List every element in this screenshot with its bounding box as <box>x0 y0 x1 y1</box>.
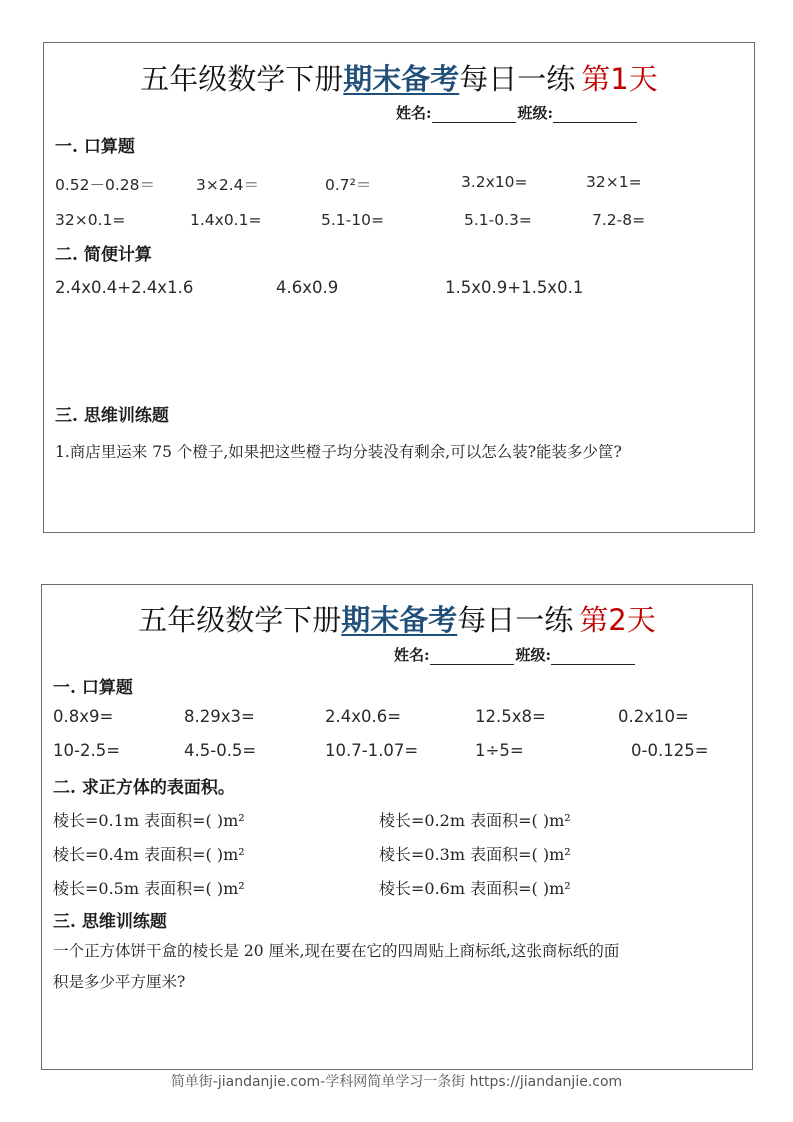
question: 7.2-8= <box>592 211 646 229</box>
name-class-row <box>396 102 637 123</box>
surface-question: 棱长=0.5m 表面积=( )m² <box>53 879 245 898</box>
question: 8.29x3= <box>184 707 255 726</box>
question: 0.7²＝ <box>325 176 372 194</box>
question: 2.4x0.6= <box>325 707 402 726</box>
question: 10-2.5= <box>53 741 121 760</box>
question: 4.5-0.5= <box>184 741 257 760</box>
calc-question: 1.5x0.9+1.5x0.1 <box>445 278 584 297</box>
question: 10.7-1.07= <box>325 741 419 760</box>
name-label: 姓名: <box>394 646 430 664</box>
question: 32×0.1= <box>55 211 126 229</box>
name-blank[interactable] <box>432 108 516 123</box>
question: 0.2x10= <box>618 707 689 726</box>
section-heading-mental-math: 一. 口算题 <box>53 678 133 698</box>
surface-question: 棱长=0.4m 表面积=( )m² <box>53 845 245 864</box>
question: 1÷5= <box>475 741 524 760</box>
class-label: 班级: <box>515 646 552 664</box>
question: 12.5x8= <box>475 707 546 726</box>
question: 5.1-10= <box>321 211 384 229</box>
day-label: 第2天 <box>579 603 656 637</box>
word-problem-line: 积是多少平方厘米? <box>53 973 186 991</box>
question: 32×1= <box>586 173 642 191</box>
surface-question: 棱长=0.3m 表面积=( )m² <box>379 845 571 864</box>
word-problem-line: 一个正方体饼干盒的棱长是 20 厘米,现在要在它的四周贴上商标纸,这张商标纸的面 <box>53 942 620 960</box>
section-heading-thinking: 三. 思维训练题 <box>55 406 169 426</box>
question: 3.2x10= <box>461 173 528 191</box>
class-label: 班级: <box>517 104 554 122</box>
calc-question: 2.4x0.4+2.4x1.6 <box>55 278 194 297</box>
calc-question: 4.6x0.9 <box>276 278 339 297</box>
question: 1.4x0.1= <box>190 211 262 229</box>
section-heading-mental-math: 一. 口算题 <box>55 137 135 157</box>
section-heading-thinking: 三. 思维训练题 <box>53 912 167 932</box>
word-problem: 1.商店里运来 75 个橙子,如果把这些橙子均分装没有剩余,可以怎么装?能装多少筐? <box>55 443 622 461</box>
question: 0-0.125= <box>631 741 709 760</box>
name-class-row <box>394 644 635 665</box>
class-blank[interactable] <box>553 108 637 123</box>
class-blank[interactable] <box>551 650 635 665</box>
worksheet-title: 五年级数学下册期末备考每日一练 第1天 <box>140 62 658 96</box>
surface-question: 棱长=0.1m 表面积=( )m² <box>53 811 245 830</box>
section-heading-simplify: 二. 简便计算 <box>55 245 152 265</box>
name-blank[interactable] <box>430 650 514 665</box>
worksheet-title: 五年级数学下册期末备考每日一练 第2天 <box>138 603 656 637</box>
question: 0.52－0.28＝ <box>55 176 156 194</box>
title-highlight: 期末备考 <box>343 62 460 96</box>
name-label: 姓名: <box>396 104 432 122</box>
section-heading-surface-area: 二. 求正方体的表面积。 <box>53 778 235 798</box>
day-label: 第1天 <box>581 62 658 96</box>
question: 5.1-0.3= <box>464 211 532 229</box>
worksheet-card-day2 <box>41 584 753 1070</box>
worksheet-card-day1 <box>43 42 755 533</box>
surface-question: 棱长=0.2m 表面积=( )m² <box>379 811 571 830</box>
page-footer: 简单街-jiandanjie.com-学科网简单学习一条街 https://jiandanjie.com <box>170 1074 623 1090</box>
question: 0.8x9= <box>53 707 114 726</box>
title-highlight: 期末备考 <box>341 603 458 637</box>
question: 3×2.4＝ <box>196 176 259 194</box>
surface-question: 棱长=0.6m 表面积=( )m² <box>379 879 571 898</box>
